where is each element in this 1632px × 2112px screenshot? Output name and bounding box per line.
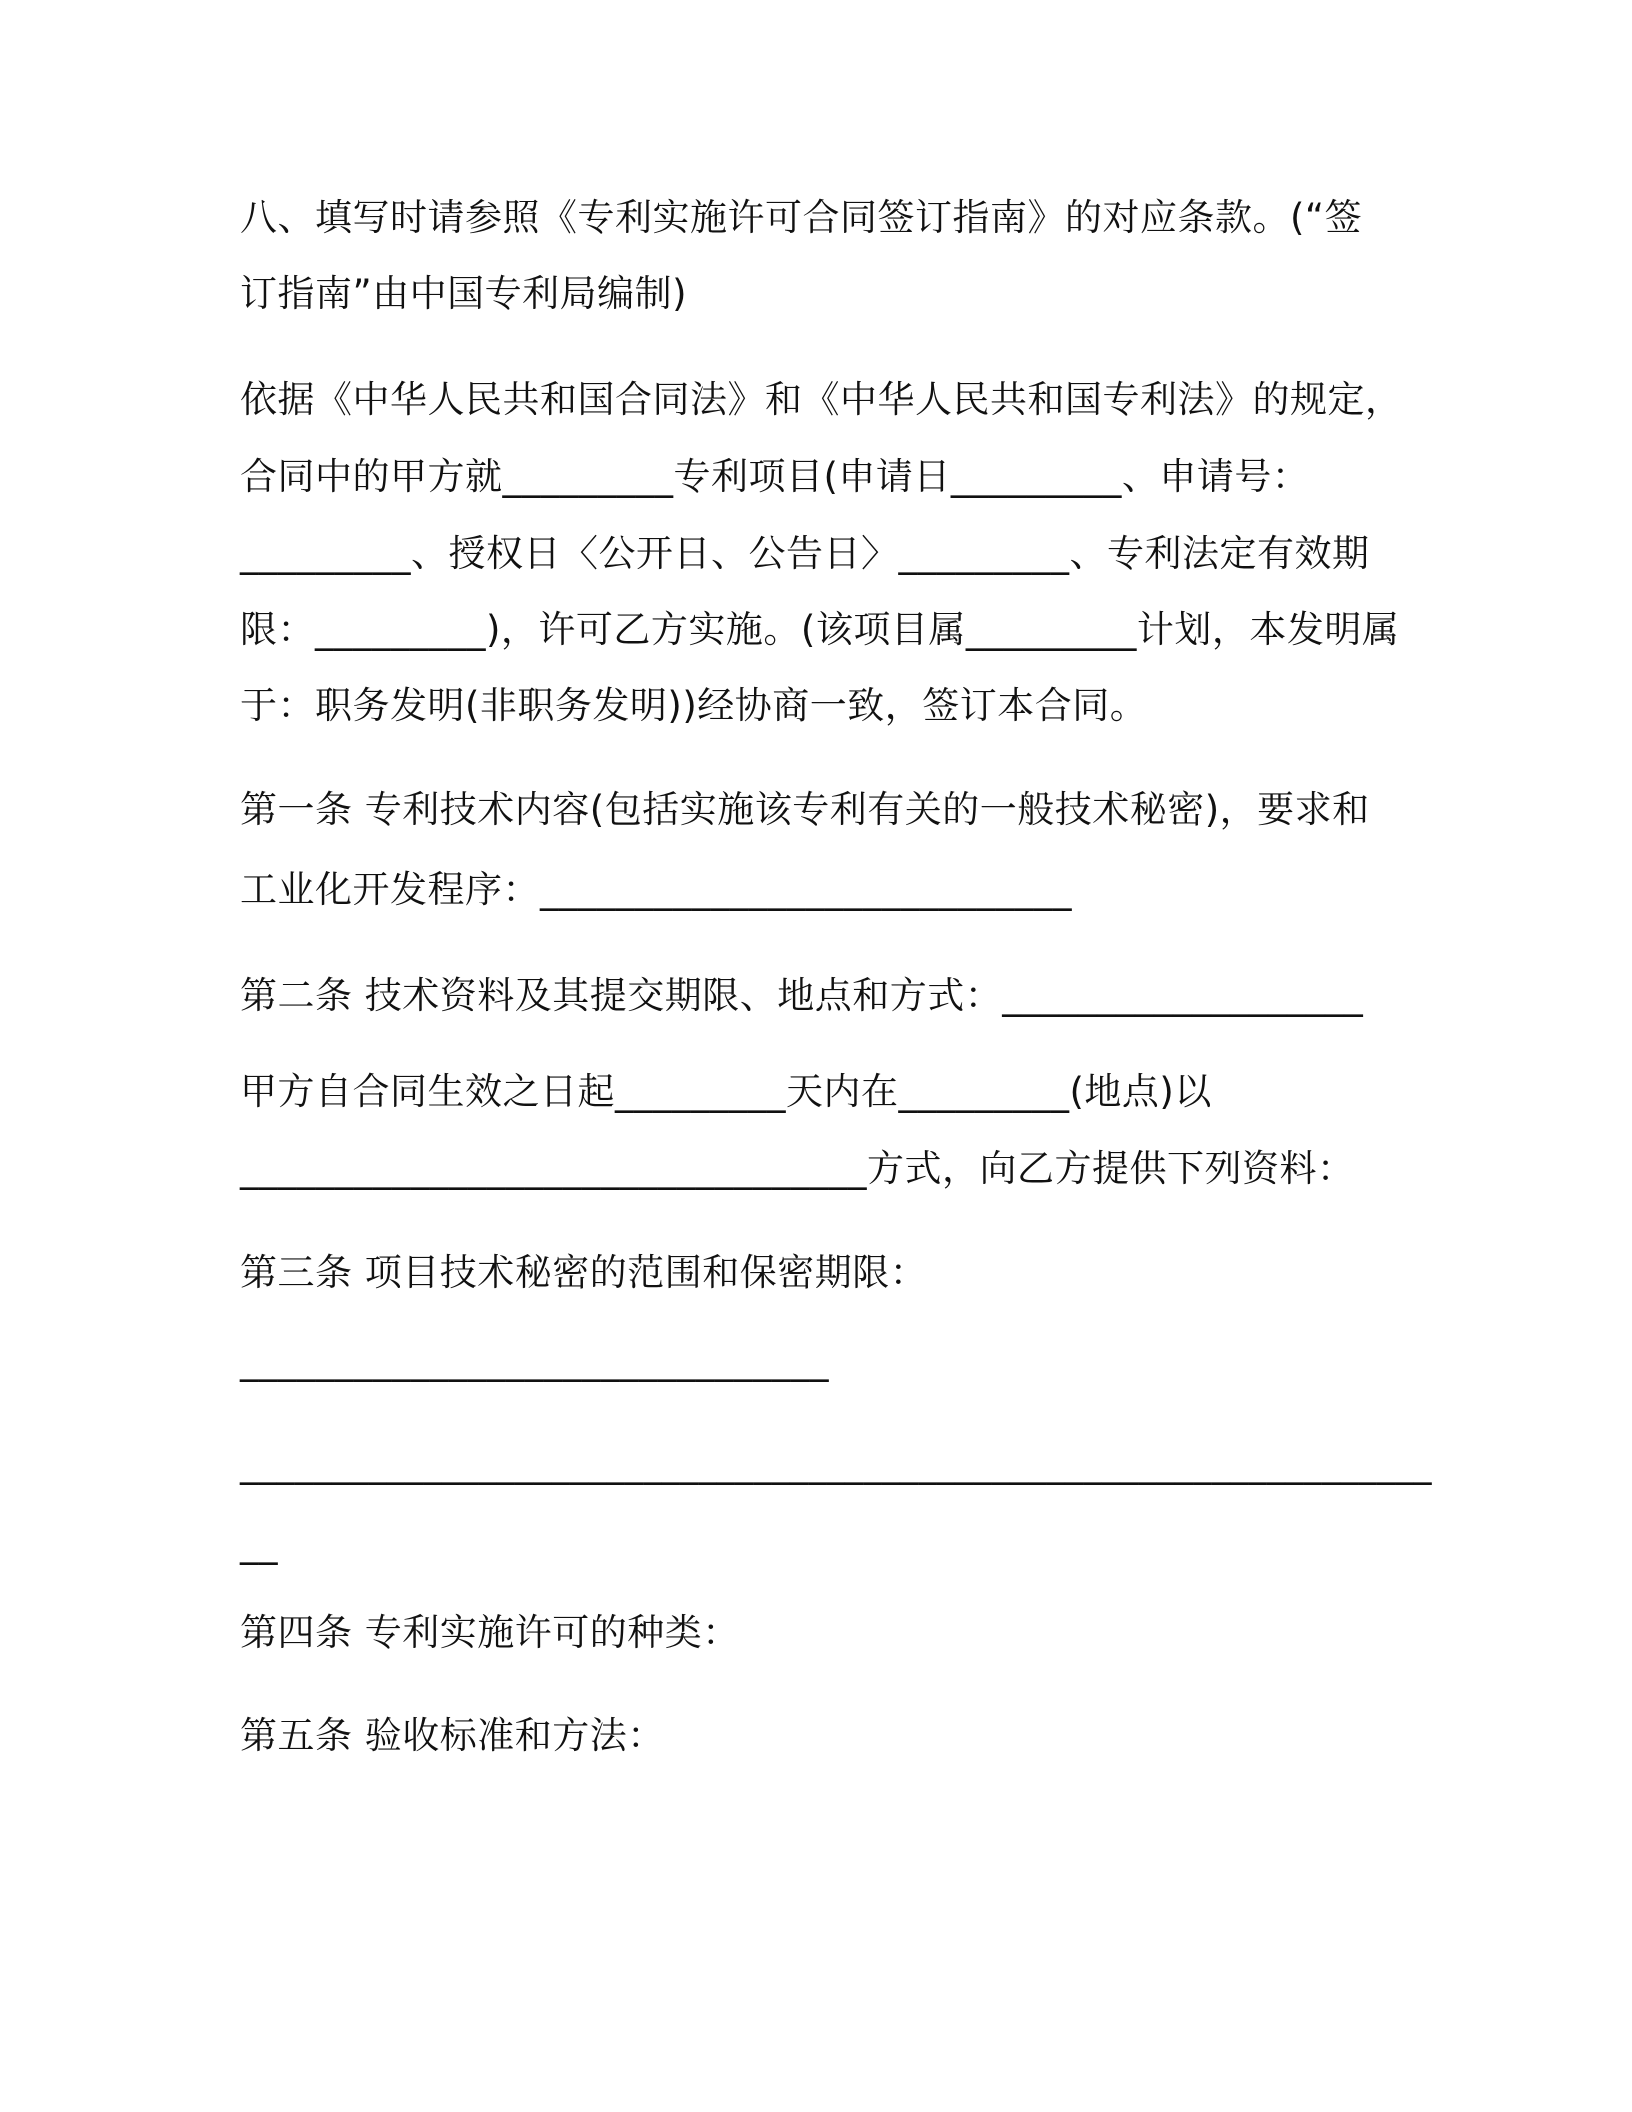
article-3-blank-line-2: _________________________________________________________________ — [240, 1442, 1432, 1485]
article-4-line-1: 第四条 专利实施许可的种类： — [240, 1611, 740, 1654]
article-3-blank-line-1: _______________________________ — [240, 1339, 829, 1382]
para-instruction-line-2: 订指南”由中国专利局编制) — [240, 272, 688, 315]
article-1-line-1: 第一条 专利技术内容(包括实施该专利有关的一般技术秘密)，要求和 — [240, 788, 1370, 831]
article-3-blank-line-3: __ — [240, 1522, 278, 1565]
article-5-line-1: 第五条 验收标准和方法： — [240, 1714, 665, 1757]
article-2-detail-line-1: 甲方自合同生效之日起_________天内在_________(地点)以 — [240, 1070, 1212, 1113]
article-1-line-2: 工业化开发程序：____________________________ — [240, 868, 1072, 911]
para-preamble-line-3: _________、授权日〈公开日、公告日〉_________、专利法定有效期 — [240, 532, 1370, 575]
para-preamble-line-2: 合同中的甲方就_________专利项目(申请日_________、申请号： — [240, 455, 1310, 498]
para-preamble-line-5: 于：职务发明(非职务发明))经协商一致，签订本合同。 — [240, 684, 1148, 727]
article-3-line-1: 第三条 项目技术秘密的范围和保密期限： — [240, 1251, 928, 1294]
article-2-detail-line-2: _________________________________方式，向乙方提供下列资料： — [240, 1147, 1355, 1190]
para-instruction-line-1: 八、填写时请参照《专利实施许可合同签订指南》的对应条款。(“签 — [240, 196, 1363, 239]
para-preamble-line-1: 依据《中华人民共和国合同法》和《中华人民共和国专利法》的规定， — [240, 378, 1403, 421]
article-2-line-1: 第二条 技术资料及其提交期限、地点和方式：___________________ — [240, 974, 1364, 1017]
para-preamble-line-4: 限：_________)，许可乙方实施。(该项目属_________计划，本发明属 — [240, 608, 1400, 651]
